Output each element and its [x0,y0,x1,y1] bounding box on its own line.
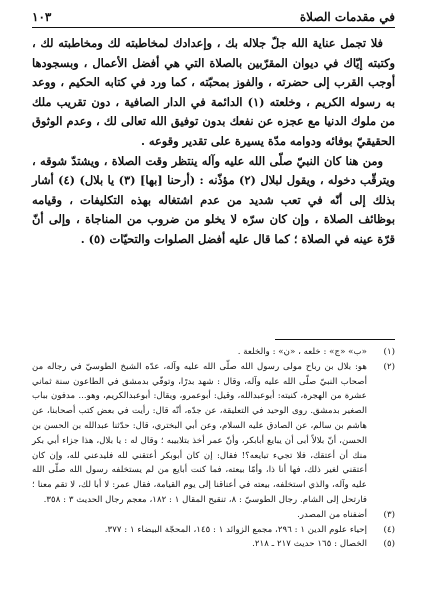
footnote-item [32,508,395,523]
footnote-text: هو: بلال بن رباح مولى رسول الله صلّى الله عليه وآله، عدّه الشيخ الطوسيّ في رجاله من أصحاب النبيّ صلّى الله عليه وآله، وقال : شهد بدرًا، وتوفّي بدمشق في الطاعون سنة ثماني عشرة من الهجرة، كنيته: أبوعبدالله، وقيل: أبوعمرو، ويقال: أبوعبدالكريم، وهو... مدفون بباب الصغير بدمشق. روى الوحيد في التعليقة، عن جدّه، أنّه قال: رأيت في بعض كتب أصحابنا، عن هاشم بن سالم، عن الصادق عليه السلام، وعن أبي البختري، قال: حدّثنا عبدالله بن الحسن بن الحسن، أنّ بلالاً أبى أن يبايع أبابكر، وأنّ عمر أخذ بتلابيبه ؛ وقال له : يا بلال، هذا جزاء أبي بكر منك أن أعتقك، فلا تجيء تبايعه؟! فقال: إن كان أبوبكر أعتقني لله فليدعني لله، وإن كان أعتقني لغير ذلك، فها أنا ذا، وأمّا بيعته، فما كنت أبايع من لم يستخلفه رسول الله صلّى الله عليه وآله، والذي استخلفه، بيعته في أعناقنا إلى يوم القيامة، فقال عمر: لا أبا لك، لا تقم معنا ؛ فارتحل إلى الشام. رجال الطوسيّ : ٨، تنقيح المقال ١ : ١٨٢، معجم رجال الحديث ٣ : ٣٥٨. [32,361,367,505]
footnote-item [32,523,395,538]
footnote-text: إحياء علوم الدين ١ : ٢٩٦، مجمع الزوائد ١ : ١٤٥، المحجّة البيضاء ١ : ٣٧٧. [104,524,367,535]
footnote-number: (١) [383,347,395,357]
main-text [32,34,395,250]
page-header [32,8,395,26]
footnote-rule [275,339,395,340]
footnote-item [32,345,395,360]
footnote-item [32,537,395,552]
footnote-number: (٥) [383,539,395,550]
footnote-number: (٤) [383,524,395,535]
header-rule [32,27,395,28]
header-title: في مقدمات الصلاة [299,10,395,24]
page-number: ١٠٣ [32,10,52,24]
footnote-text: «ب» «ج» : خلعه ، «ن» : والخلعة . [237,347,367,357]
footnote-number: (٣) [383,509,395,520]
footnotes [32,345,395,552]
paragraph: ومن هنا كان النبيّ صلّى الله عليه وآله ينتظر وقت الصلاة ، ويشتدّ شوقه ، ويترقّب دخوله ، ويقول لبلال (٢) مؤذّنه : (أرحنا [بها] (٣) يا بلال) (٤) أشار بذلك إلى أنّه في تعب شديد من عدم اشتغاله بهذه التكليفات ، وقيامه بوظائف الصلاة ، وإن كان سرّه لا يخلو من ضروب من المناجاة ، وإلى أنّ قرّة عينه في الصلاة ؛ كما قال عليه أفضل الصلوات والتحيّات (٥) . [32,153,395,246]
footnote-text: الخصال : ١٦٥ حديث ٢١٧ ـ ٢١٨. [252,539,367,550]
footnote-text: أضفناه من المصدر. [297,509,367,520]
footnote-item [32,360,395,508]
paragraph: فلا تجمل عناية الله جلّ جلاله بك ، وإعدادك لمخاطبته لك ومخاطبته لك ، وكتبته إيّاك في ديوان المقرّبين بالصلاة التي هي أفضل الأعمال ، وبسجودها أوجب القرب إلى حضرته ، والفوز بمحبّته ، كما ورد في كتابه الحكيم ، ووعد به رسوله الكريم ، وخلعته (١) الدائمة في الدار الصافية ، دون تقريب ملك من ملوك الدنيا مع عجزه عن نفعك بدون توفيق الله تعالى لك ، وعدم الوثوق الحقيقيّ بوفائه ودوامه مدّة يسيرة على تقدير وقوعه . [32,36,395,148]
footnote-number: (٢) [383,361,395,372]
